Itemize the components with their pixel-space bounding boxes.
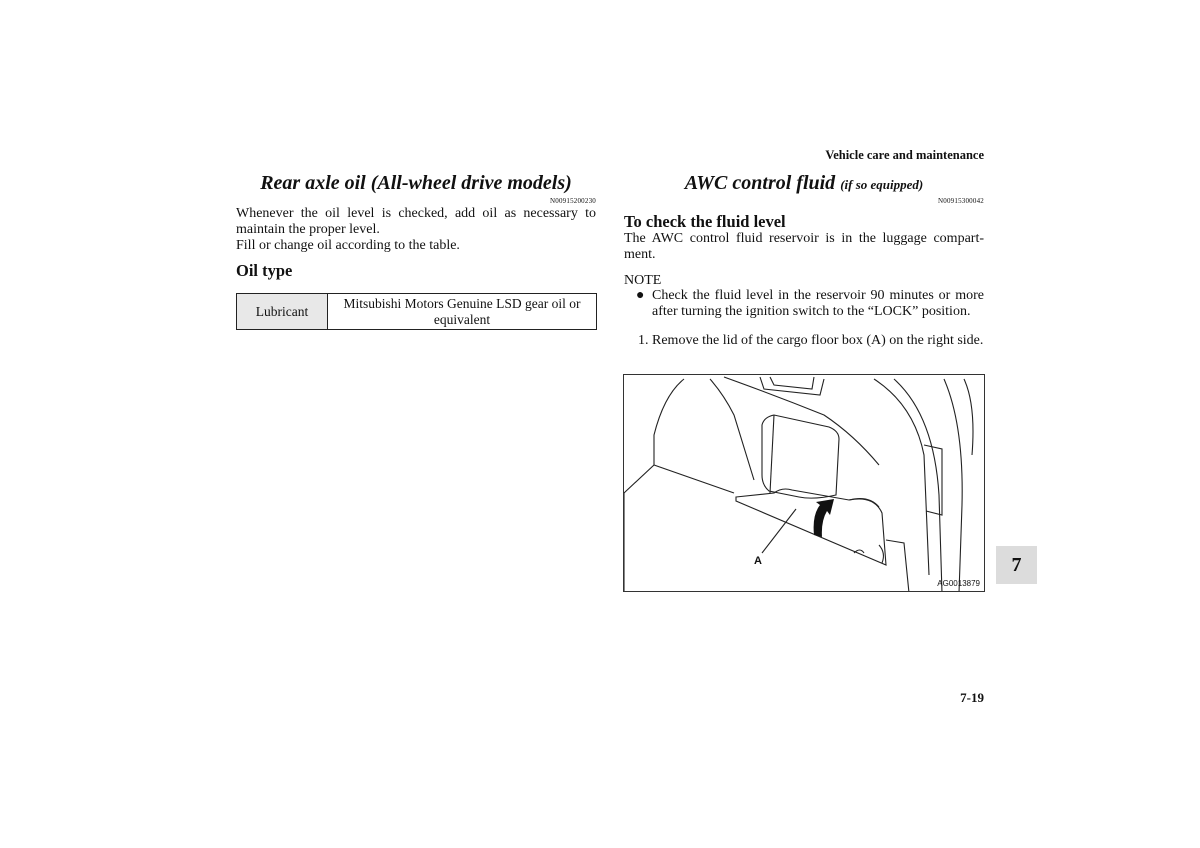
reference-code: N00915200230 — [550, 197, 596, 205]
oil-type-table — [236, 293, 597, 330]
table-cell-value: Mitsubishi Motors Genuine LSD gear oil or equivalent — [328, 294, 597, 330]
title-suffix: (if so equipped) — [840, 177, 924, 192]
paragraph: Whenever the oil level is checked, add oil as necessary to maintain the proper level. — [236, 206, 596, 237]
cargo-floor-box-illustration — [623, 374, 985, 592]
note-label: NOTE — [624, 273, 662, 288]
page-number: 7-19 — [960, 690, 984, 705]
paragraph: The AWC control fluid reservoir is in the luggage compart-ment. — [624, 231, 984, 262]
section-title-rear-axle-oil: Rear axle oil (All-wheel drive models) — [260, 172, 572, 194]
figure-code: AG0013879 — [937, 579, 980, 588]
section-title-awc-control-fluid — [624, 172, 984, 195]
bullet-icon: ● — [636, 288, 645, 303]
subheading-oil-type: Oil type — [236, 261, 293, 280]
reference-code: N00915300042 — [938, 197, 984, 205]
step-1: 1. Remove the lid of the cargo floor box (A) on the right side. — [638, 333, 984, 348]
note-text: Check the fluid level in the reservoir 90 minutes or more after turning the ignition switch to the “LOCK” position. — [652, 288, 984, 319]
subheading-check-fluid-level: To check the fluid level — [624, 212, 786, 231]
figure-label-a: A — [754, 555, 762, 567]
table-row — [237, 294, 597, 330]
chapter-tab: 7 — [996, 546, 1037, 584]
running-header: Vehicle care and maintenance — [825, 148, 984, 162]
title-main: AWC control fluid — [684, 172, 836, 194]
cargo-area-drawing — [624, 375, 985, 592]
paragraph: Fill or change oil according to the table. — [236, 238, 460, 253]
table-cell-label: Lubricant — [237, 294, 328, 330]
